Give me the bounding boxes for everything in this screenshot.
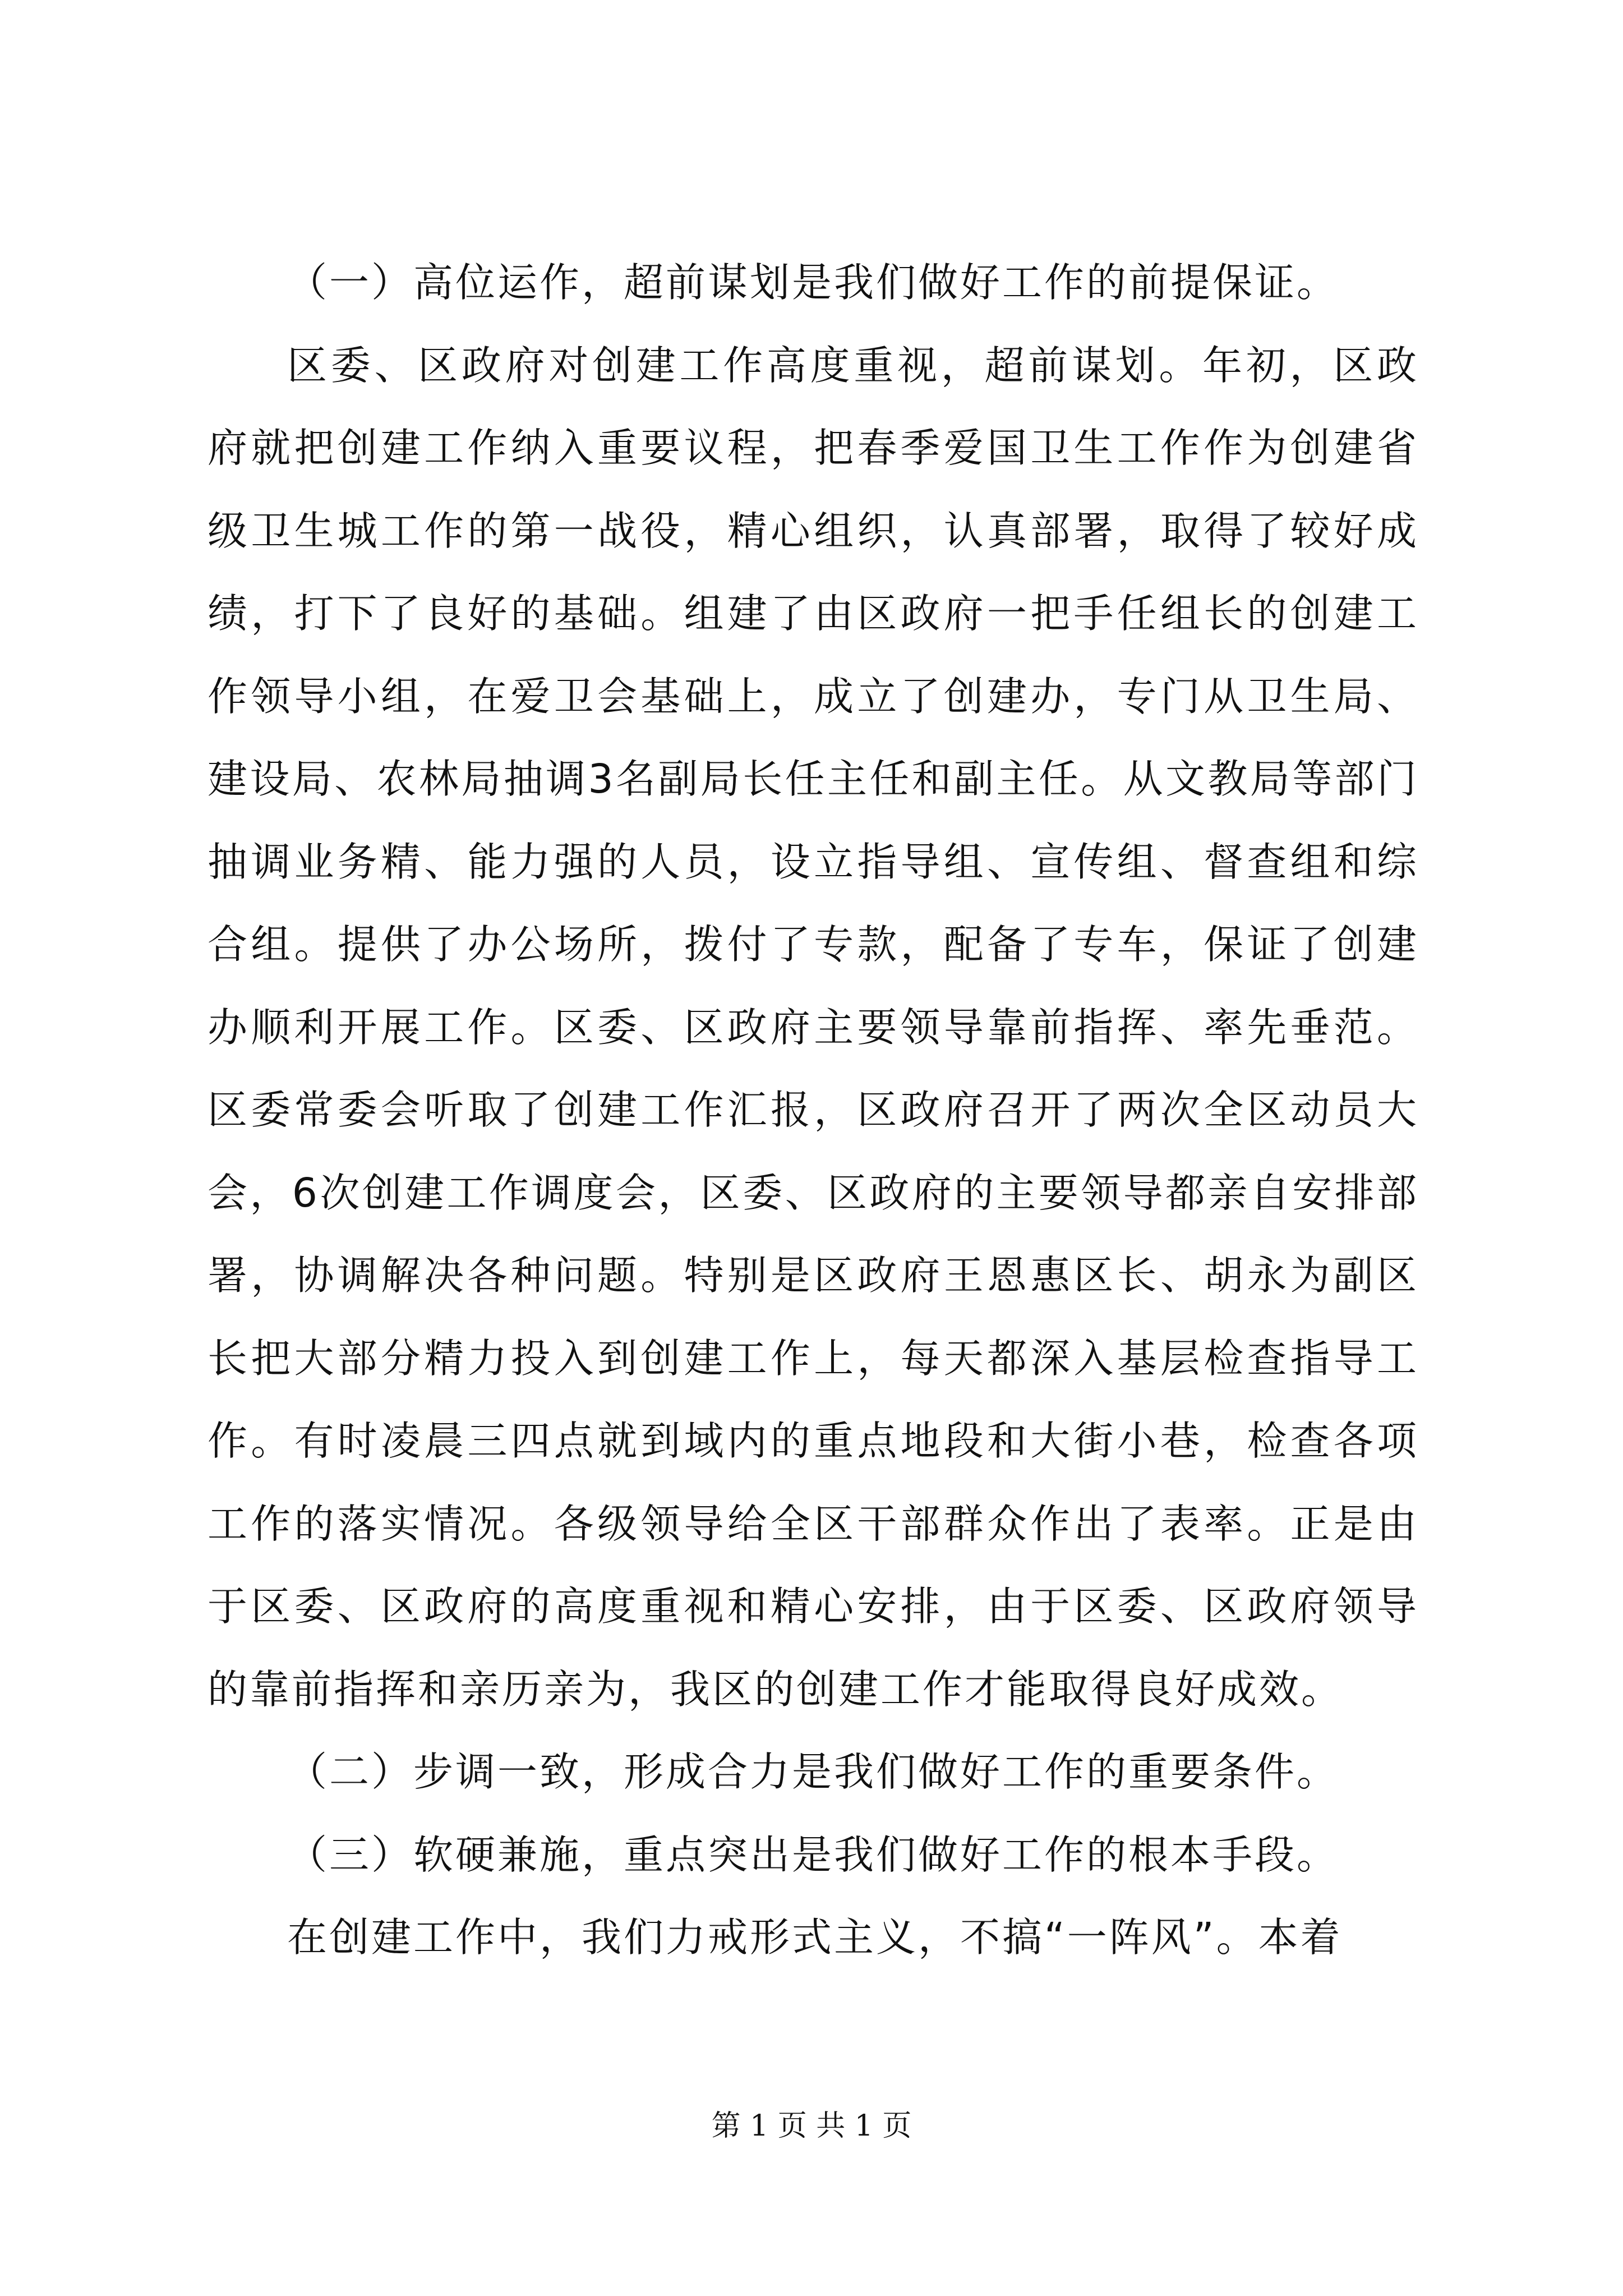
page-number-footer: 第 1 页 共 1 页	[711, 2109, 912, 2143]
section-heading-2: （二）步调一致，形成合力是我们做好工作的重要条件。	[287, 1749, 1339, 1795]
body-paragraph-2: 在创建工作中，我们力戒形式主义，不搞“一阵风”。本着	[287, 1914, 1343, 1961]
section-heading-3: （三）软硬兼施，重点突出是我们做好工作的根本手段。	[287, 1831, 1339, 1878]
section-heading-1: （一）高位运作，超前谋划是我们做好工作的前提保证。	[287, 259, 1339, 306]
document-body	[208, 241, 1419, 1979]
body-paragraph-1: 区委、区政府对创建工作高度重视，超前谋划。年初，区政府就把创建工作纳入重要议程，把春季爱国卫生工作作为创建省级卫生城工作的第一战役，精心组织，认真部署，取得了较好成绩，打下了良好的基础。组建了由区政府一把手任组长的创建工作领导小组，在爱卫会基础上，成立了创建办，专门从卫生局、建设局、农林局抽调3名副局长任主任和副主任。从文教局等部门抽调业务精、能力强的人员，设立指导组、宣传组、督查组和综合组。提供了办公场所，拨付了专款，配备了专车，保证了创建办顺利开展工作。区委、区政府主要领导靠前指挥、率先垂范。区委常委会听取了创建工作汇报，区政府召开了两次全区动员大会，6次创建工作调度会，区委、区政府的主要领导都亲自安排部署，协调解决各种问题。特别是区政府王恩惠区长、胡永为副区长把大部分精力投入到创建工作上，每天都深入基层检查指导工作。有时凌晨三四点就到域内的重点地段和大街小巷，检查各项工作的落实情况。各级领导给全区干部群众作出了表率。正是由于区委、区政府的高度重视和精心安排，由于区委、区政府领导的靠前指挥和亲历亲为，我区的创建工作才能取得良好成效。	[208, 342, 1419, 1713]
